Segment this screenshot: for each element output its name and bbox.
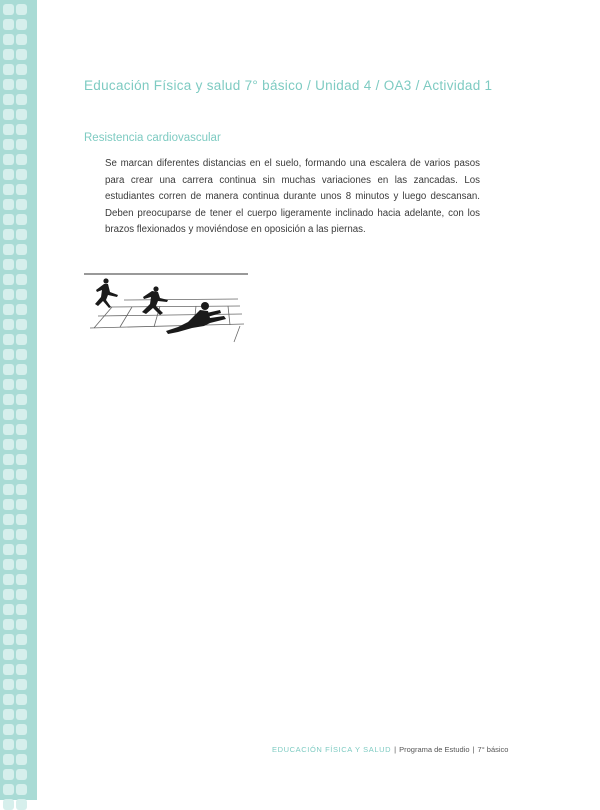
strip-cell — [3, 394, 14, 405]
strip-cell — [16, 94, 27, 105]
strip-cell — [3, 619, 14, 630]
strip-cell — [16, 199, 27, 210]
strip-cell — [3, 604, 14, 615]
strip-cell — [3, 754, 14, 765]
strip-cell — [3, 79, 14, 90]
strip-cell — [3, 799, 14, 810]
strip-cell — [3, 229, 14, 240]
footer-program: Programa de Estudio — [399, 745, 470, 754]
strip-cell — [16, 754, 27, 765]
strip-cell — [3, 379, 14, 390]
strip-cell — [16, 169, 27, 180]
footer-separator: | — [394, 745, 397, 754]
runner-one-figure — [95, 278, 118, 308]
strip-cell — [16, 694, 27, 705]
activity-description: Se marcan diferentes distancias en el suelo, formando una escalera de varios pasos para crear una carrera continua sin muchas variaciones en las zancadas. Los estudiantes corren de manera continua durante unos 8 minutos y luego descansan. Deben preocuparse de tener el cuerpo ligeramente inclinado hacia adelante, con los brazos flexionados y moviéndose en oposición a las piernas. — [105, 158, 480, 235]
strip-cell — [16, 769, 27, 780]
strip-cell — [16, 4, 27, 15]
strip-cell — [3, 139, 14, 150]
strip-cell — [3, 349, 14, 360]
strip-cell — [3, 484, 14, 495]
strip-cell — [16, 319, 27, 330]
strip-cell — [16, 499, 27, 510]
strip-cell — [16, 529, 27, 540]
strip-cell — [3, 439, 14, 450]
strip-cell — [16, 64, 27, 75]
strip-cell — [3, 64, 14, 75]
strip-cell — [3, 169, 14, 180]
strip-cell — [16, 559, 27, 570]
strip-cell — [16, 679, 27, 690]
strip-cell — [16, 619, 27, 630]
strip-cell — [3, 244, 14, 255]
strip-cell — [16, 739, 27, 750]
strip-cell — [16, 259, 27, 270]
strip-cell — [3, 214, 14, 225]
strip-cell — [16, 649, 27, 660]
strip-cell — [3, 739, 14, 750]
strip-cell — [16, 34, 27, 45]
page-footer — [272, 745, 508, 754]
strip-cell — [3, 664, 14, 675]
strip-cell — [3, 319, 14, 330]
strip-cell — [16, 229, 27, 240]
footer-grade: 7° básico — [477, 745, 509, 754]
strip-cell — [3, 544, 14, 555]
strip-cell — [16, 184, 27, 195]
strip-cell — [3, 559, 14, 570]
strip-cell — [16, 214, 27, 225]
strip-cell — [3, 709, 14, 720]
strip-cell — [3, 589, 14, 600]
strip-cell — [16, 784, 27, 795]
strip-cell — [3, 184, 14, 195]
strip-cell — [16, 334, 27, 345]
strip-cell — [3, 304, 14, 315]
strip-cell — [16, 454, 27, 465]
strip-cell — [16, 409, 27, 420]
strip-cell — [3, 124, 14, 135]
strip-cell — [3, 334, 14, 345]
strip-cell — [16, 484, 27, 495]
strip-cell — [3, 364, 14, 375]
strip-cell — [3, 34, 14, 45]
strip-cell — [16, 709, 27, 720]
strip-cell — [3, 649, 14, 660]
strip-cell — [3, 409, 14, 420]
strip-cell — [3, 514, 14, 525]
strip-cell — [16, 154, 27, 165]
footer-subject: EDUCACIÓN FÍSICA Y SALUD — [272, 745, 392, 754]
strip-cell — [16, 544, 27, 555]
strip-cell — [3, 424, 14, 435]
strip-cell — [3, 289, 14, 300]
strip-cell — [16, 109, 27, 120]
strip-cell — [16, 304, 27, 315]
strip-cell — [16, 289, 27, 300]
strip-cell — [3, 454, 14, 465]
strip-cell — [16, 799, 27, 810]
strip-cell — [16, 19, 27, 30]
strip-cell — [3, 94, 14, 105]
strip-cell — [3, 634, 14, 645]
strip-cell — [16, 574, 27, 585]
strip-cell — [3, 694, 14, 705]
strip-cell — [3, 4, 14, 15]
strip-cell — [16, 244, 27, 255]
page-header-title: Educación Física y salud 7° básico / Unidad 4 / OA3 / Actividad 1 — [84, 78, 493, 93]
strip-cell — [16, 79, 27, 90]
strip-cell — [16, 604, 27, 615]
strip-cell — [3, 49, 14, 60]
footer-separator-2: | — [472, 745, 475, 754]
section-title: Resistencia cardiovascular — [84, 132, 221, 144]
strip-cell — [3, 274, 14, 285]
strip-cell — [16, 49, 27, 60]
strip-cell — [3, 469, 14, 480]
strip-cell — [3, 574, 14, 585]
strip-cell — [3, 109, 14, 120]
decorative-side-strip — [0, 0, 37, 800]
strip-cell — [3, 724, 14, 735]
strip-cell — [16, 664, 27, 675]
strip-cell — [3, 259, 14, 270]
strip-cell — [16, 589, 27, 600]
strip-cell — [16, 424, 27, 435]
runners-illustration — [84, 270, 248, 346]
strip-cell — [16, 439, 27, 450]
strip-cell — [3, 19, 14, 30]
strip-cell — [16, 274, 27, 285]
strip-cell — [3, 154, 14, 165]
strip-cell — [3, 499, 14, 510]
strip-cell — [3, 784, 14, 795]
strip-cell — [16, 724, 27, 735]
strip-cell — [16, 124, 27, 135]
strip-cell — [16, 349, 27, 360]
strip-cell — [16, 469, 27, 480]
strip-cell — [16, 394, 27, 405]
strip-cell — [16, 364, 27, 375]
strip-cell — [16, 139, 27, 150]
strip-cell — [16, 634, 27, 645]
strip-cell — [16, 514, 27, 525]
strip-cell — [3, 529, 14, 540]
strip-cell — [3, 199, 14, 210]
runner-two-figure — [142, 286, 168, 315]
strip-cell — [3, 679, 14, 690]
strip-cell — [3, 769, 14, 780]
strip-cell — [16, 379, 27, 390]
